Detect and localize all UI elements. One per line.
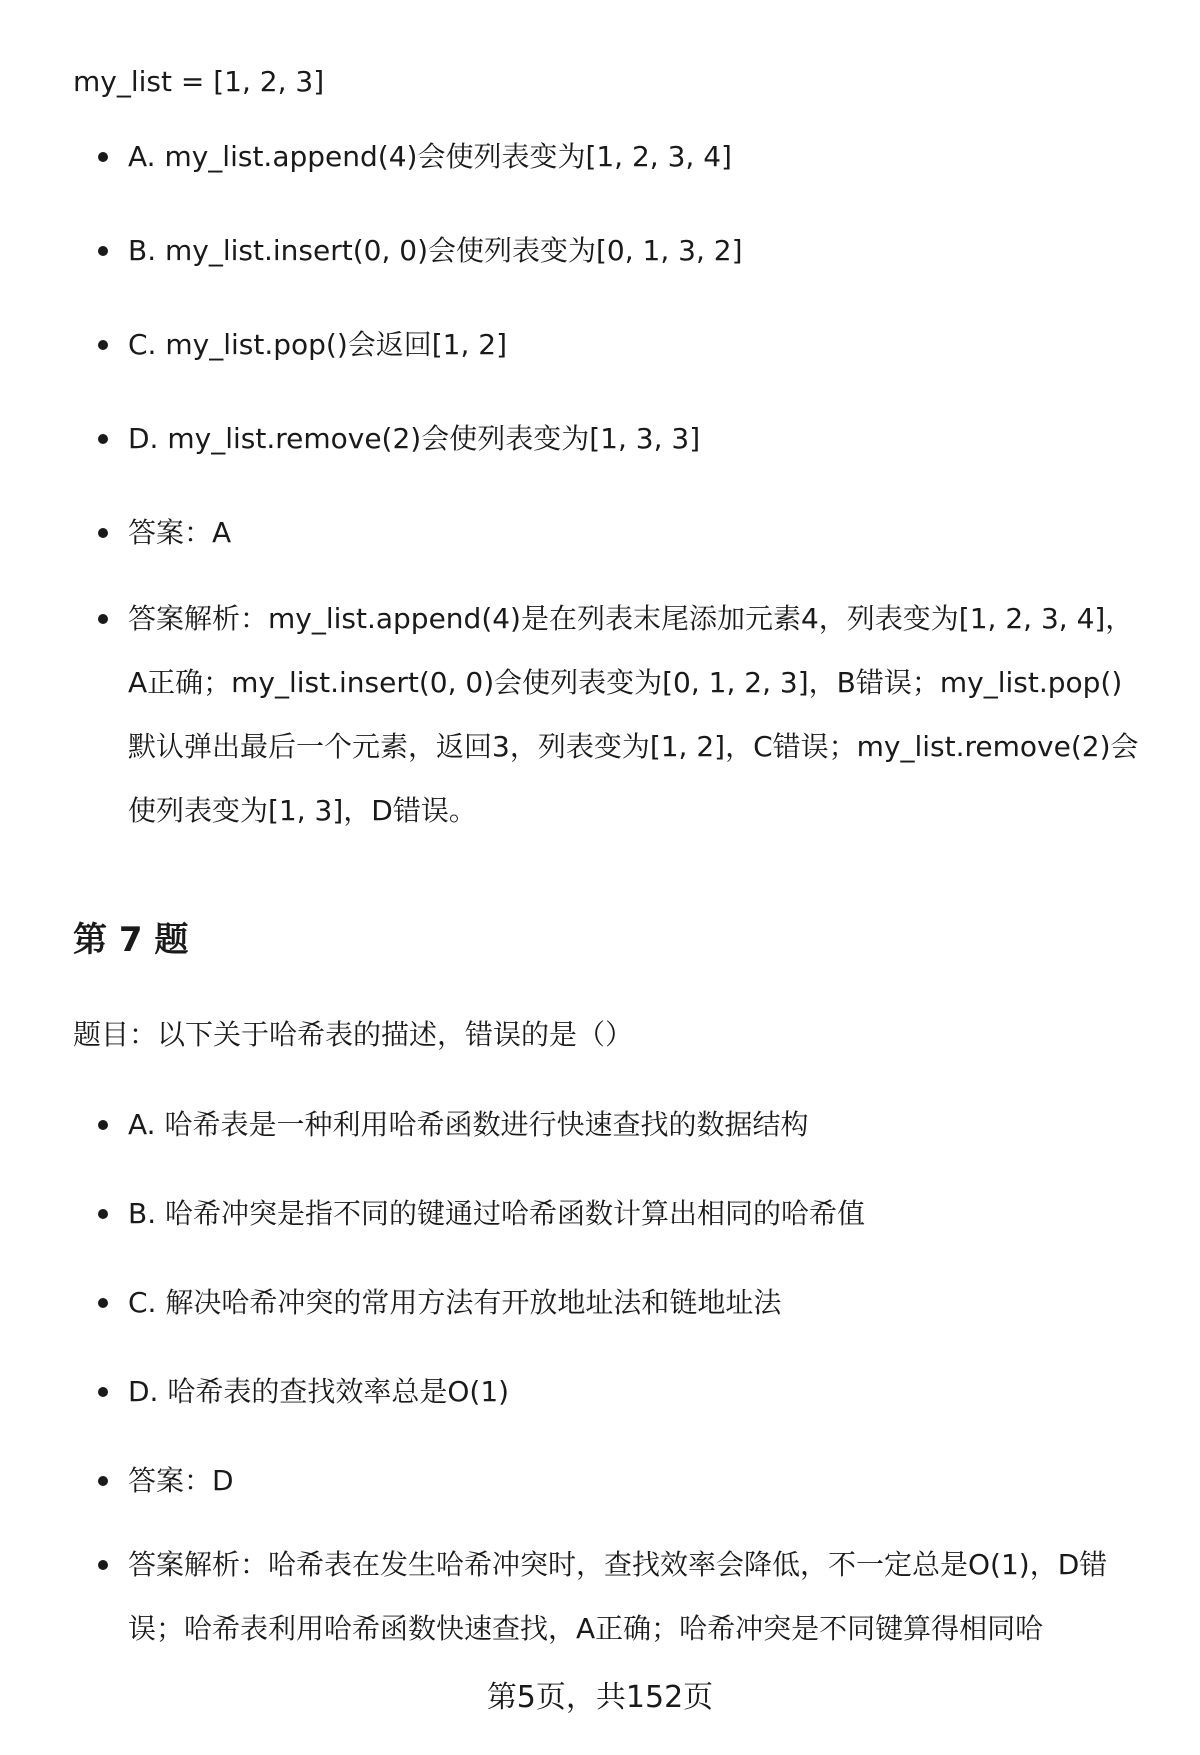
q6-answer: 答案：A [0,513,1200,553]
question-text: 题目：以下关于哈希表的描述，错误的是（） [73,1018,634,1051]
q6-option-c: C. my_list.pop()会返回[1, 2] [0,325,1200,365]
q6-analysis: 答案解析：my_list.append(4)是在列表末尾添加元素4，列表变为[1, 2, 3, 4]，A正确；my_list.insert(0, 0)会使列表变为[0, 1, 2, 3]，B错误；my_list.pop()默认弹出最后一个元素，返回3，列表变为[1, 2]，C错误；my_list.remove(2)会使列表变为[1, 3]，D错误。 [0,587,1200,843]
q6-option-d: D. my_list.remove(2)会使列表变为[1, 3, 3] [0,419,1200,459]
q7-option-d: D. 哈希表的查找效率总是O(1) [0,1372,1200,1412]
q6-option-list [0,137,1200,843]
q6-option-a: A. my_list.append(4)会使列表变为[1, 2, 3, 4] [0,137,1200,177]
q7-option-c: C. 解决哈希冲突的常用方法有开放地址法和链地址法 [0,1283,1200,1323]
q7-option-a: A. 哈希表是一种利用哈希函数进行快速查找的数据结构 [0,1105,1200,1145]
q7-option-list [0,1105,1200,1661]
q7-answer: 答案：D [0,1461,1200,1501]
question-heading: 第 7 题 [73,920,189,960]
q7-analysis: 答案解析：哈希表在发生哈希冲突时，查找效率会降低，不一定总是O(1)，D错误；哈希表利用哈希函数快速查找，A正确；哈希冲突是不同键算得相同哈 [0,1533,1200,1661]
q6-option-b: B. my_list.insert(0, 0)会使列表变为[0, 1, 3, 2] [0,231,1200,271]
code-snippet: my_list = [1, 2, 3] [73,65,325,98]
page-number: 第5页，共152页 [486,1680,714,1715]
q7-option-b: B. 哈希冲突是指不同的键通过哈希函数计算出相同的哈希值 [0,1194,1200,1234]
